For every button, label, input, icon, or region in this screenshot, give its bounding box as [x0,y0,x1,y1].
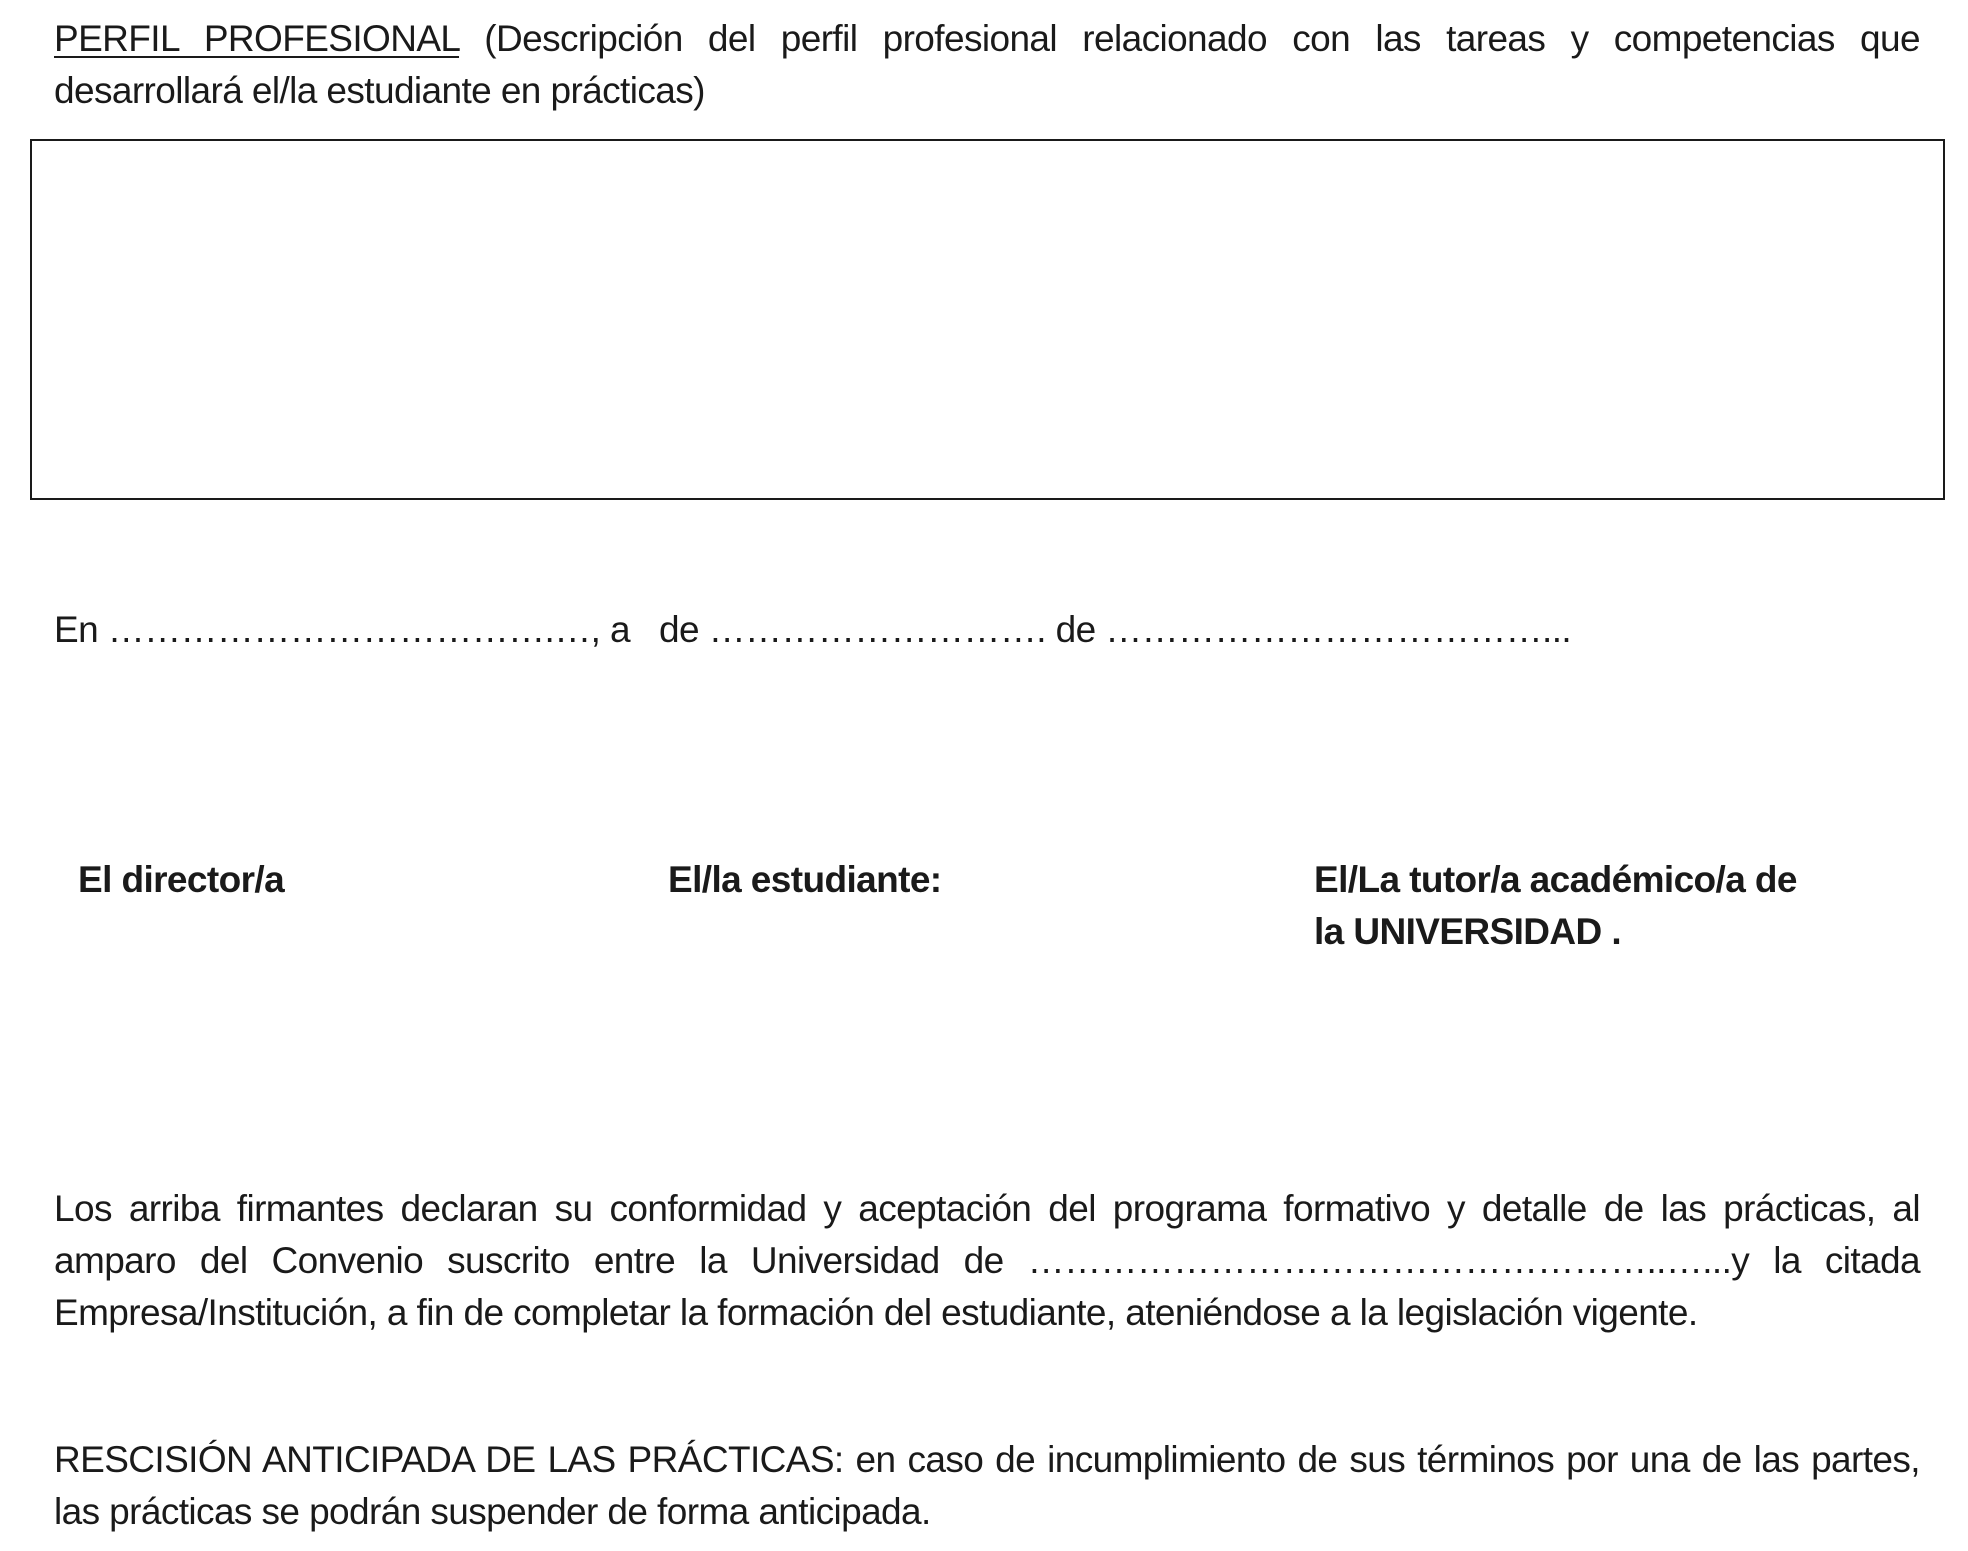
director-signature-label: El director/a [78,859,285,900]
profile-description-box[interactable] [30,139,1945,500]
declaration-paragraph: Los arriba firmantes declaran su conformidad y aceptación del programa formativo y detalle de las prácticas, al amparo del Convenio suscrito entre la Universidad de ……………………………………………..…...y la citada Empresa/Institución, a fin de completar la formación del estudiante, ateniéndose a la legislación vigente. [54,1188,1920,1333]
profile-intro-paragraph [54,13,1920,117]
tutor-label-line2: la UNIVERSIDAD . [1314,911,1622,952]
date-place-line: En ……………………………….…, a de ………………………. de ………………………………... [54,609,1572,650]
tutor-label-line1: El/La tutor/a académico/a de [1314,859,1797,900]
tutor-signature-label [1314,854,1874,958]
profile-title: PERFIL PROFESIONAL [54,18,460,59]
student-signature-label: El/la estudiante: [668,859,942,900]
rescission-paragraph: RESCISIÓN ANTICIPADA DE LAS PRÁCTICAS: en caso de incumplimiento de sus términos por una de las partes, las prácticas se podrán suspender de forma anticipada. [54,1439,1920,1532]
profile-description: (Descripción del perfil profesional relacionado con las tareas y competencias que desarrollará el/la estudiante en prácticas) [54,18,1920,111]
